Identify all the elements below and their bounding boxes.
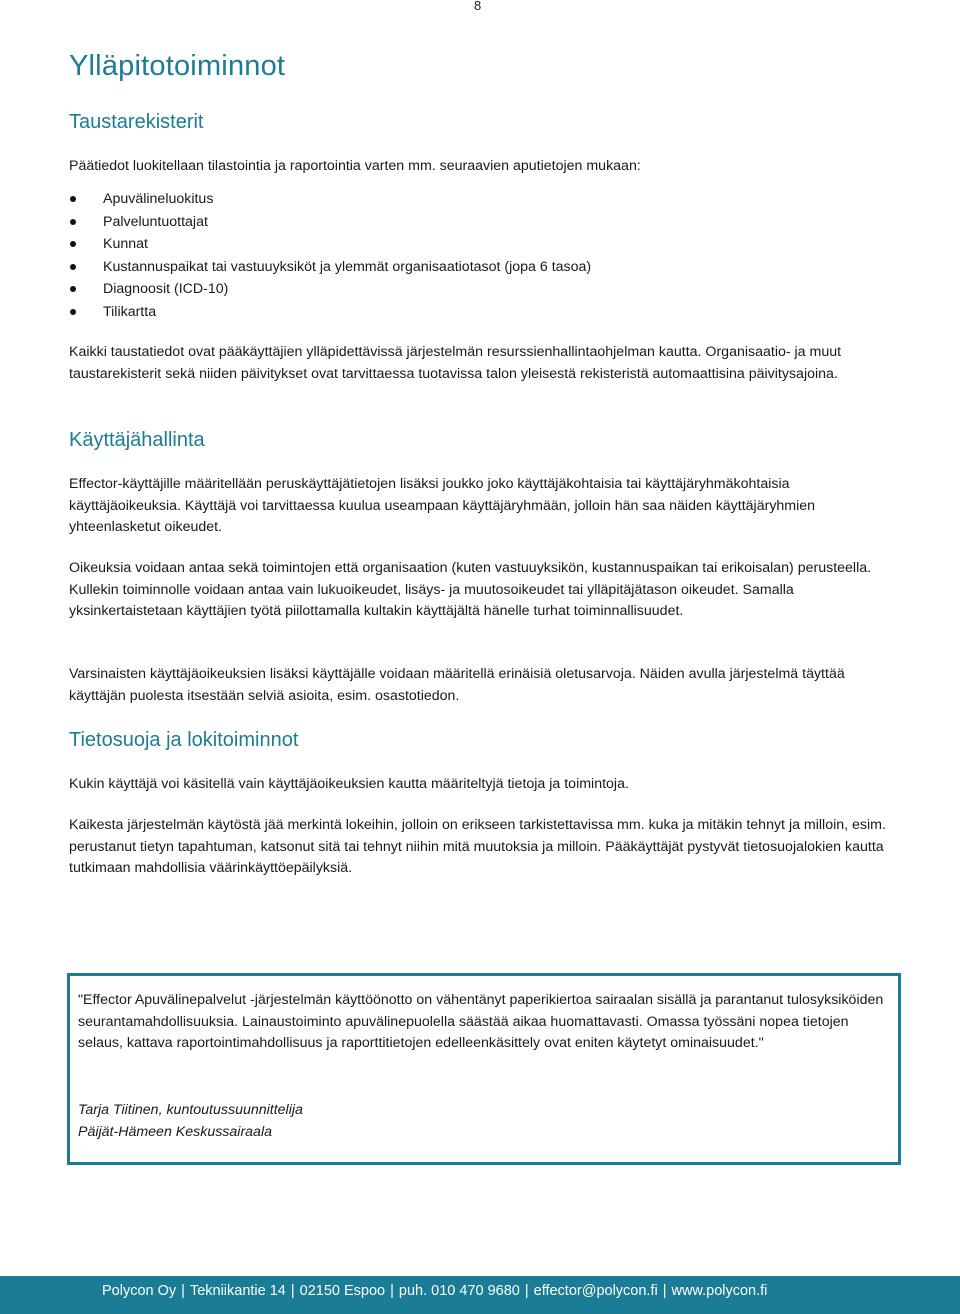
kayttajahallinta-paragraph-1: Effector-käyttäjille määritellään peruskäyttäjätietojen lisäksi joukko joko käyttäjäkohtaisia tai käyttäjäryhmäkohtaisia käyttäjäoikeuksia. Käyttäjä voi tarvittaessa kuulua useampaan käyttäjäryhmään, jolloin hän saa näiden käyttäjäryhmien yhteenlasketut oikeudet. <box>69 476 816 535</box>
testimonial-author-org: Päijät-Hämeen Keskussairaala <box>78 1124 272 1140</box>
page-title: Ylläpitotoiminnot <box>69 50 286 82</box>
footer-address: Tekniikantie 14 <box>189 1283 286 1299</box>
list-item <box>69 211 591 234</box>
list-item-text: Diagnoosit (ICD-10) <box>103 281 229 298</box>
section-heading-taustarekisterit: Taustarekisterit <box>69 111 204 133</box>
list-item <box>69 188 591 211</box>
section-heading-kayttajahallinta: Käyttäjähallinta <box>69 429 205 451</box>
footer-bar <box>0 1276 960 1314</box>
intro-paragraph: Päätiedot luokitellaan tilastointia ja raportointia varten mm. seuraavien aputietojen mukaan: <box>69 158 641 174</box>
list-item <box>69 278 591 301</box>
list-item-text: Tilikartta <box>103 303 157 320</box>
list-item-text: Kustannuspaikat tai vastuuyksiköt ja ylemmät organisaatiotasot (jopa 6 tasoa) <box>103 258 592 275</box>
tietosuoja-paragraph-1: Kukin käyttäjä voi käsitellä vain käyttäjäoikeuksien kautta määriteltyjä tietoja ja toimintoja. <box>69 776 629 792</box>
list-item <box>69 233 591 256</box>
footer-separator: | <box>662 1283 667 1299</box>
bullet-list <box>69 188 591 324</box>
testimonial-box <box>67 973 901 1165</box>
bullet-icon <box>70 286 76 292</box>
taustarekisterit-body: Kaikki taustatiedot ovat pääkäyttäjien ylläpidettävissä järjestelmän resurssienhallintaohjelman kautta. Organisaatio- ja muut taustarekisterit sekä niiden päivitykset ovat tarvittaessa tuotavissa talon yleisestä rekisteristä automaattisina päivitysajoina. <box>69 344 842 382</box>
kayttajahallinta-paragraph-3: Varsinaisten käyttäjäoikeuksien lisäksi käyttäjälle voidaan määritellä erinäisiä oletusarvoja. Näiden avulla järjestelmä täyttää käyttäjän puolesta itsestään selviä asioita, esim. osastotiedon. <box>69 666 845 704</box>
footer-separator: | <box>524 1283 529 1299</box>
list-item <box>69 301 591 324</box>
list-item <box>69 256 591 279</box>
footer-separator: | <box>181 1283 185 1299</box>
kayttajahallinta-paragraph-2: Oikeuksia voidaan antaa sekä toimintojen että organisaation (kuten vastuuyksikön, kustannuspaikan tai erikoisalan) perusteella. Kullekin toiminnolle voidaan antaa vain lukuoikeudet, lisäys- ja muutosoikeudet tai ylläpitäjätason oikeudet. Samalla yksinkertaistetaan käyttäjien työtä piilottamalla kultakin käyttäjältä hänelle turhat toiminnallisuudet. <box>69 560 872 619</box>
list-item-text: Apuvälineluokitus <box>103 191 214 207</box>
bullet-icon <box>70 241 76 247</box>
bullet-icon <box>70 309 76 315</box>
tietosuoja-paragraph-2: Kaikesta järjestelmän käytöstä jää merkintä lokeihin, jolloin on erikseen tarkistettavissa mm. kuka ja mitäkin tehnyt ja milloin, esim. perustanut tietyn tapahtuman, katsonut sitä tai tehnyt niihin mitä muutoksia ja milloin. Pääkäyttäjät pystyvät tietosuojalokien kautta tutkimaan mahdollisia väärinkäyttöepäilyksiä. <box>69 817 886 876</box>
bullet-icon <box>70 264 76 270</box>
testimonial-author-name: Tarja Tiitinen, kuntoutussuunnittelija <box>78 1102 303 1118</box>
footer-separator: | <box>290 1283 295 1299</box>
bullet-icon <box>70 196 76 202</box>
list-item-text: Kunnat <box>103 236 148 253</box>
list-item-text: Palveluntuottajat <box>103 213 208 230</box>
bullet-icon <box>70 219 76 225</box>
footer-company: Polycon Oy <box>102 1283 177 1299</box>
footer-phone: puh. 010 470 9680 <box>398 1283 520 1299</box>
footer-separator: | <box>390 1283 394 1299</box>
footer-postal: 02150 Espoo <box>299 1283 386 1299</box>
testimonial-text: "Effector Apuvälinepalvelut -järjestelmän käyttöönotto on vähentänyt paperikiertoa sairaalan sisällä ja parantanut tulosyksiköiden seurantamahdollisuuksia. Lainaustoiminto apuvälinepuolella säästää aikaa huomattavasti. Omassa työssäni nopea tietojen selaus, kattava raportointimahdollisuus ja raporttitietojen edelleenkäsittely ovat eniten käytetyt ominaisuudet." <box>78 992 884 1052</box>
page-number: 8 <box>474 0 482 13</box>
section-heading-tietosuoja: Tietosuoja ja lokitoiminnot <box>69 729 299 751</box>
footer-email-link[interactable]: effector@polycon.fi <box>533 1283 658 1299</box>
footer-website-link[interactable]: www.polycon.fi <box>671 1283 768 1299</box>
